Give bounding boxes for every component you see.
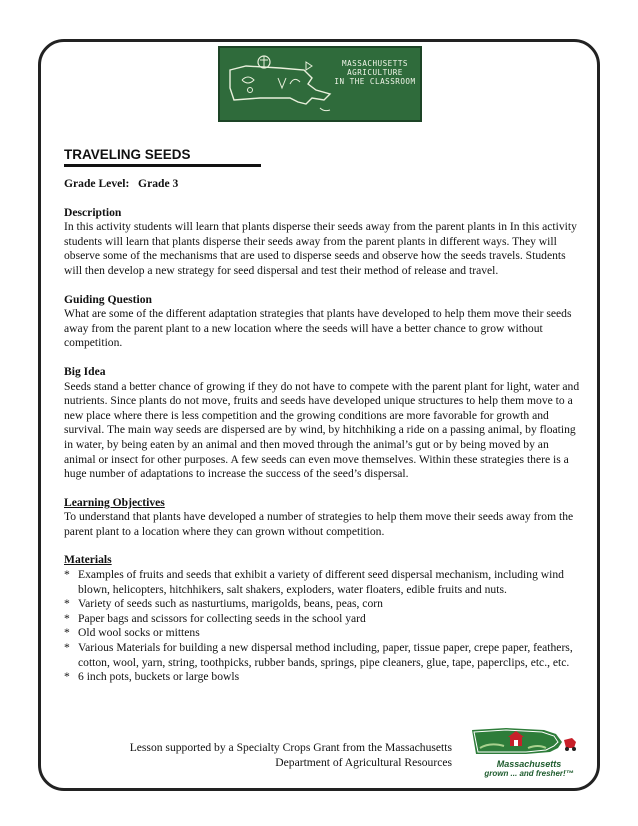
description-section — [64, 206, 580, 279]
materials-heading: Materials — [64, 553, 112, 567]
big-idea-heading: Big Idea — [64, 364, 106, 378]
footer-line-1: Lesson supported by a Specialty Crops Grant from the Massachusetts — [129, 741, 452, 754]
big-idea-text: Seeds stand a better chance of growing if they do not have to compete with the parent plant for light, water and nutrients. Since plants do not move, fruits and seeds have developed unique structures to help them move to a new place where there is less competition and the growing conditions are more favorable for growth and survival. The main way seeds are dispersed are by wind, by hitchhiking a ride on a passing animal, by floating in water, by being eaten by an animal and then moved through the animal’s gut or by being moved by an animal or insect for other purposes. A few seeds can even move themselves. Within these strategies there is a huge number of adaptations to increase the success of the seed’s dispersal. — [64, 379, 580, 481]
list-item: * Variety of seeds such as nasturtiums, marigolds, beans, peas, corn — [64, 597, 383, 611]
bullet: * — [64, 568, 70, 582]
logo-line-1: Massachusetts — [496, 759, 562, 769]
list-item: * Old wool socks or mittens — [64, 626, 200, 640]
bullet: * — [64, 641, 70, 655]
list-item: * Various Materials for building a new dispersal method including, paper, tissue paper, crepe paper, feathers, cotton, wool, yarn, string, toothpicks, rubber bands, springs, pipe cleaners, glue, tape, paperclips, etc., etc. — [64, 641, 573, 669]
learning-objectives-text: To understand that plants have developed a number of strategies to help them move their seeds away from the parent plant to a location where they can grown without competition. — [64, 510, 574, 538]
bullet: * — [64, 670, 70, 684]
materials-section — [64, 553, 580, 684]
list-item: * Examples of fruits and seeds that exhibit a variety of different seed dispersal mechanism, including wind blown, helicopters, hitchhikers, salt shakers, exploders, water floaters, edible fruits and nuts. — [64, 568, 564, 596]
list-item: * Paper bags and scissors for collecting seeds in the school yard — [64, 611, 366, 625]
guiding-question-heading: Guiding Question — [64, 292, 152, 306]
logo-text — [474, 760, 584, 778]
lesson-title: TRAVELING SEEDS — [64, 147, 191, 162]
bullet: * — [64, 597, 70, 611]
grant-footer — [106, 741, 452, 770]
learning-objectives-section — [64, 496, 580, 540]
guiding-question-text: What are some of the different adaptation strategies that plants have developed to help them move their seeds away from the parent plant to a new location where the seeds will have a better chance to grow without competition. — [64, 307, 572, 350]
guiding-question-section — [64, 293, 580, 351]
ag-classroom-banner — [218, 46, 422, 122]
footer-line-2: Department of Agricultural Resources — [275, 755, 452, 769]
learning-objectives-heading: Learning Objectives — [64, 495, 165, 509]
grade-section — [64, 177, 580, 192]
big-idea-section — [64, 365, 580, 482]
lesson-body — [64, 177, 580, 685]
banner-text: MASSACHUSETTS AGRICULTURE IN THE CLASSROOM — [334, 59, 416, 86]
bullet: * — [64, 611, 70, 625]
description-heading: Description — [64, 205, 122, 219]
grade-level: Grade Level: Grade 3 — [64, 177, 179, 190]
description-text: In this activity students will learn that plants disperse their seeds away from the parent plants in In this activity students will learn that plants disperse their seeds away from the parent plants in different ways. They will observe some of the mechanisms that are used to disperse seeds and observe how the seeds travels. Students will then develop a new strategy for seed dispersal and test their method of release and travel. — [64, 220, 577, 277]
bullet: * — [64, 626, 70, 640]
materials-list — [64, 568, 580, 685]
list-item: * 6 inch pots, buckets or large bowls — [64, 670, 240, 684]
logo-line-2: grown ... and fresher!™ — [484, 769, 574, 778]
title-underline — [64, 164, 261, 167]
